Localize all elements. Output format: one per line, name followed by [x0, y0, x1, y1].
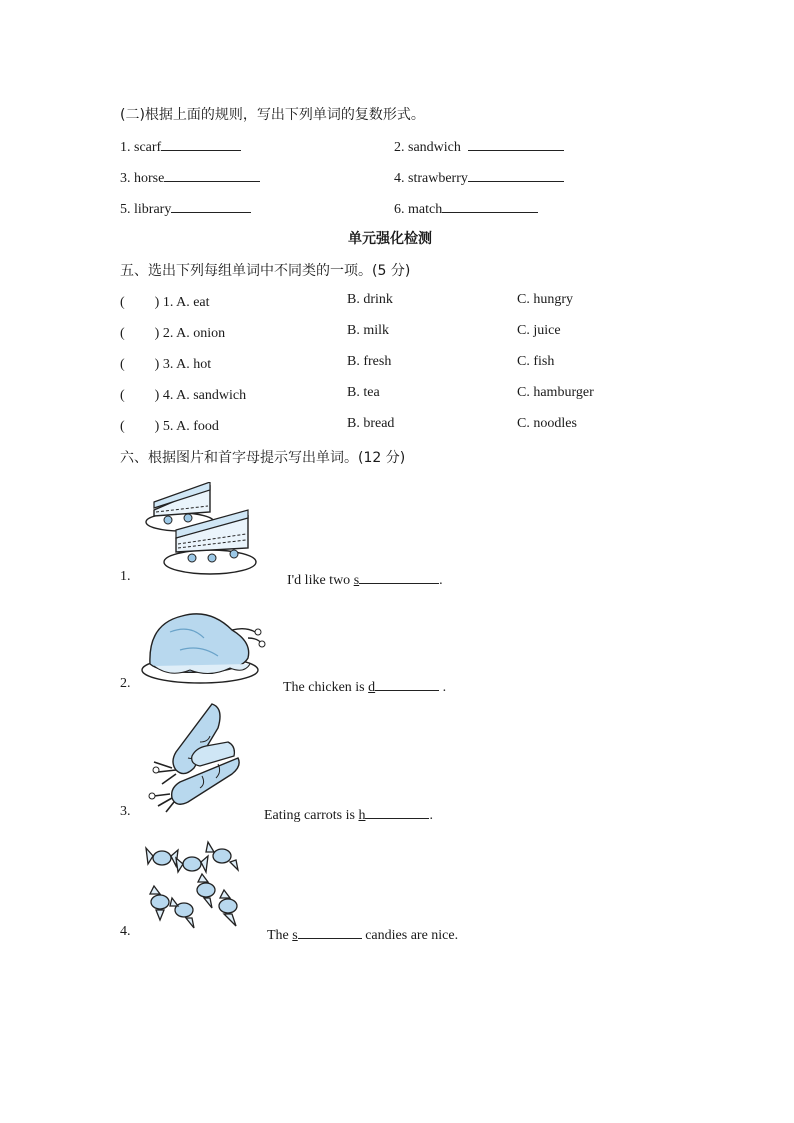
item-number: 5.	[120, 202, 131, 217]
hint-letter: s	[353, 573, 360, 588]
answer-blank[interactable]	[298, 924, 362, 939]
option-b: B. milk	[347, 323, 390, 338]
row-number: 4.	[162, 388, 174, 403]
item-number: 1.	[120, 140, 131, 155]
plural-item-1	[120, 136, 241, 156]
roast-chicken-icon	[140, 604, 266, 686]
section6-heading: 六、根据图片和首字母提示写出单词。(12 分)	[120, 450, 406, 466]
answer-slot[interactable]	[125, 416, 155, 430]
choice-row-1: ( ) 1. A. eat	[120, 292, 210, 311]
answer-slot[interactable]	[125, 323, 155, 337]
row-number: 3.	[162, 357, 174, 372]
item-word: scarf	[134, 140, 162, 155]
option-b: B. bread	[347, 416, 395, 431]
answer-blank[interactable]	[468, 136, 564, 151]
plural-item-2	[394, 136, 564, 156]
row-number: 5.	[162, 419, 174, 434]
plural-item-6	[394, 198, 538, 218]
answer-blank[interactable]	[375, 676, 439, 691]
picture-item-number: 1.	[120, 569, 131, 584]
choice-row-3: ( ) 3. A. hot	[120, 354, 211, 373]
sandwich-icon	[140, 482, 260, 578]
item-word: strawberry	[408, 171, 468, 186]
option-b: B. fresh	[347, 354, 392, 369]
answer-blank[interactable]	[171, 198, 251, 213]
row-number: 1.	[162, 295, 174, 310]
picture-item-number: 4.	[120, 924, 131, 939]
fill-sentence-4: The s candies are nice.	[267, 924, 458, 944]
hint-letter: d	[368, 680, 376, 695]
item-word: library	[134, 202, 172, 217]
answer-blank[interactable]	[164, 167, 260, 182]
fill-sentence-2: The chicken is d .	[283, 676, 446, 696]
choice-row-5: ( ) 5. A. food	[120, 416, 219, 435]
answer-blank[interactable]	[365, 804, 429, 819]
option-a: A. onion	[176, 326, 226, 341]
option-b: B. tea	[347, 385, 380, 400]
item-number: 3.	[120, 171, 131, 186]
answer-blank[interactable]	[359, 569, 439, 584]
option-c: C. hamburger	[517, 385, 594, 400]
unit-title: 单元强化检测	[348, 231, 432, 247]
plural-item-3	[120, 167, 260, 187]
option-c: C. hungry	[517, 292, 573, 307]
section5-heading: 五、选出下列每组单词中不同类的一项。(5 分)	[120, 263, 411, 279]
option-a: A. sandwich	[176, 388, 247, 403]
fill-sentence-1: I'd like two s .	[287, 569, 443, 589]
answer-slot[interactable]	[125, 354, 155, 368]
hint-letter: h	[358, 808, 366, 823]
fill-sentence-3: Eating carrots is h .	[264, 804, 433, 824]
carrot-icon	[138, 702, 244, 814]
option-a: A. hot	[176, 357, 212, 372]
item-number: 6.	[394, 202, 405, 217]
answer-slot[interactable]	[125, 292, 155, 306]
answer-slot[interactable]	[125, 385, 155, 399]
answer-blank[interactable]	[468, 167, 564, 182]
candy-icon	[142, 836, 246, 934]
row-number: 2.	[162, 326, 174, 341]
item-number: 4.	[394, 171, 405, 186]
choice-row-4: ( ) 4. A. sandwich	[120, 385, 246, 404]
item-number: 2.	[394, 140, 405, 155]
option-a: A. food	[176, 419, 219, 434]
plural-item-5	[120, 198, 251, 218]
option-a: A. eat	[176, 295, 210, 310]
part2-heading: (二)根据上面的规则，写出下列单词的复数形式。	[120, 107, 425, 123]
picture-item-number: 3.	[120, 804, 131, 819]
answer-blank[interactable]	[161, 136, 241, 151]
item-word: match	[408, 202, 443, 217]
hint-letter: s	[292, 928, 298, 943]
choice-row-2: ( ) 2. A. onion	[120, 323, 225, 342]
item-word: sandwich	[408, 140, 461, 155]
option-c: C. juice	[517, 323, 561, 338]
item-word: horse	[134, 171, 165, 186]
option-b: B. drink	[347, 292, 393, 307]
option-c: C. noodles	[517, 416, 577, 431]
answer-blank[interactable]	[442, 198, 538, 213]
plural-item-4	[394, 167, 564, 187]
picture-item-number: 2.	[120, 676, 131, 691]
option-c: C. fish	[517, 354, 555, 369]
